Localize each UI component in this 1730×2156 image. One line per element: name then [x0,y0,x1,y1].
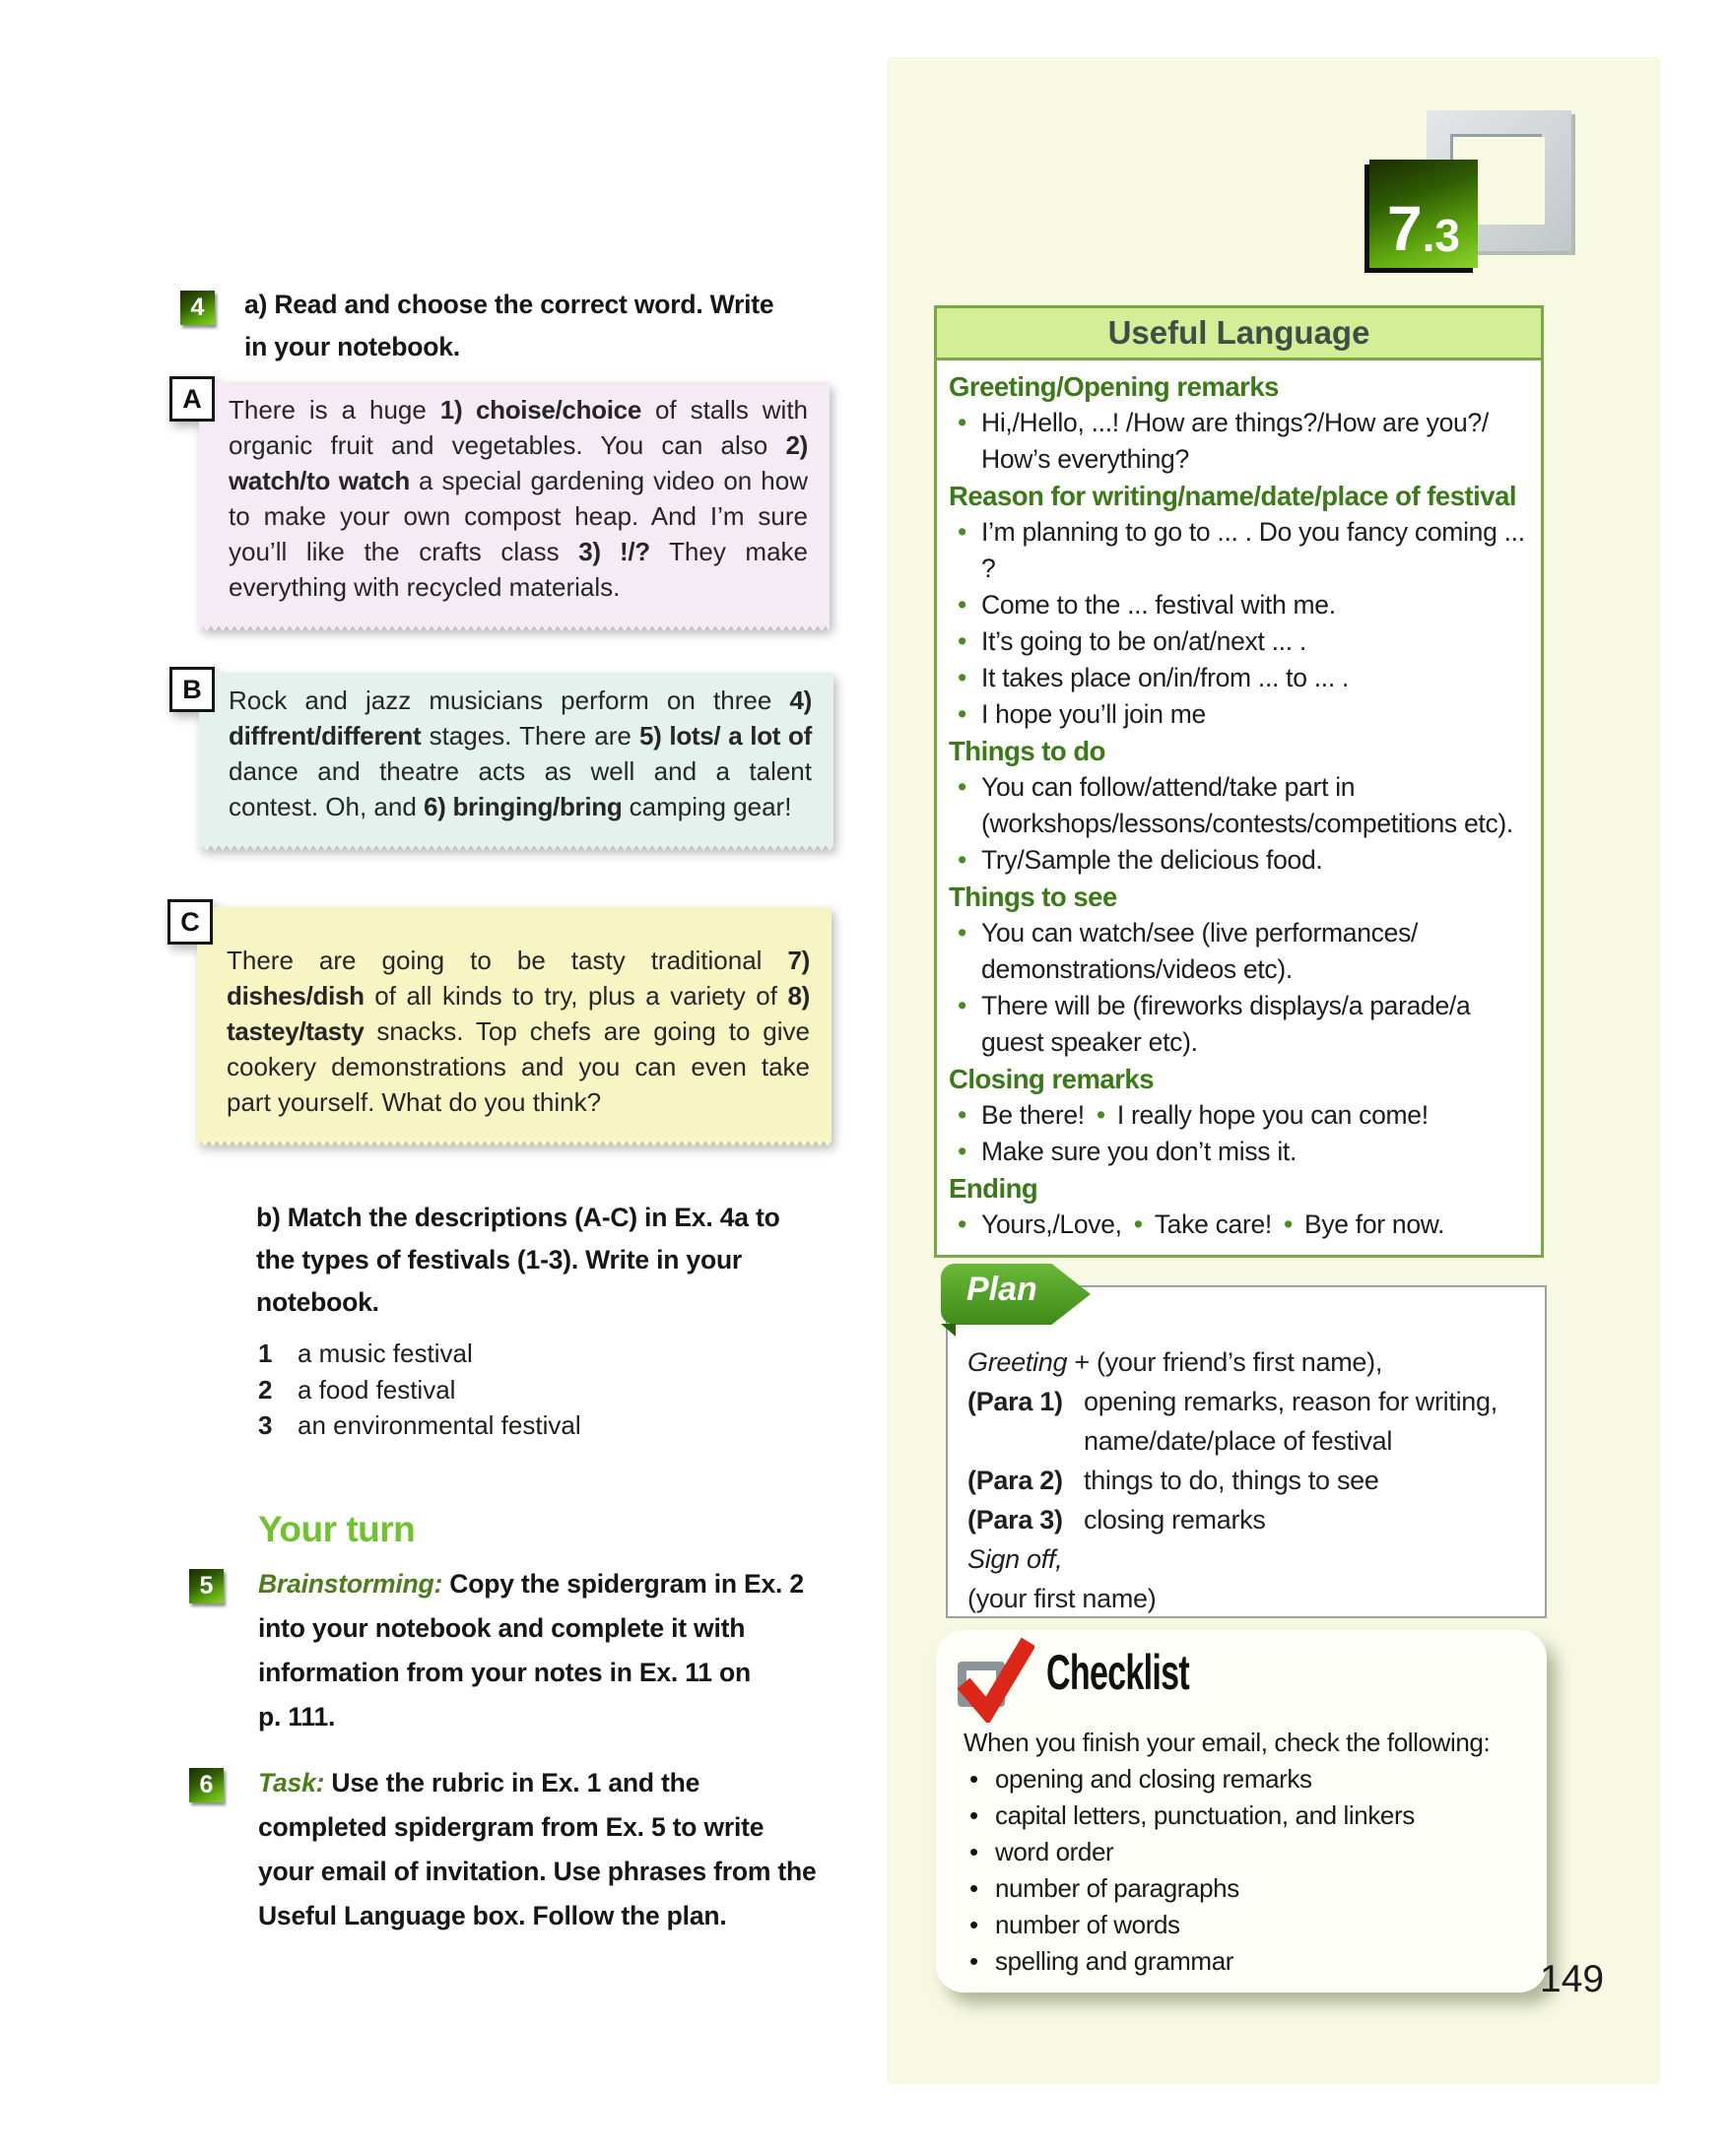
box-label-b: B [169,667,215,712]
checklist-intro: When you finish your email, check the following: [964,1728,1491,1757]
plan-row [967,1342,1531,1382]
unit-number-major: 7 [1387,193,1423,265]
plan-row-label: Greeting [967,1347,1068,1377]
plan-tag [941,1264,1091,1325]
instruction-line: Brainstorming: Copy the spidergram in Ex. 2 [258,1569,804,1599]
checklist-items [964,1761,1531,1980]
instruction-line: completed spidergram from Ex. 5 to write [258,1812,765,1842]
exercise-4a-instruction [244,284,773,368]
plan-row [967,1382,1531,1461]
useful-language-section-heading: Reason for writing/name/date/place of festival [949,481,1517,511]
instruction-line: Task: Use the rubric in Ex. 1 and the [258,1768,700,1797]
festival-type-row [258,1372,581,1408]
plan-row-label: (Para 2) [967,1466,1063,1495]
useful-language-section-heading: Greeting/Opening remarks [949,371,1279,402]
useful-language-item: • There will be (fireworks displays/a parade/a guest speaker etc). [949,988,1531,1061]
unit-number-minor: .3 [1422,210,1460,261]
plan-row-text: closing remarks [1084,1505,1266,1535]
box-b-text: Rock and jazz musicians perform on three 4) diffrent/different stages. There are 5) lots/ a lot of dance and theatre acts as well and a talent contest. Oh, and 6) bringing/bring camping gear! [229,686,812,821]
plan-row [967,1500,1531,1539]
red-checkmark-icon [956,1634,1034,1723]
useful-language-item: • It takes place on/in/from ... to ... . [949,660,1531,696]
instruction-line: your email of invitation. Use phrases from the [258,1857,817,1886]
useful-language-item: • Yours,/Love, • Take care! • Bye for now. [949,1207,1531,1243]
box-c-text: There are going to be tasty traditional 7) dishes/dish of all kinds to try, plus a variety of 8) tastey/tasty snacks. Top chefs are going to give cookery demonstrations and you can even take part yourself. What do you think? [227,946,810,1117]
page-number: 149 [1540,1958,1605,2000]
checklist-item: • capital letters, punctuation, and linkers [964,1797,1531,1834]
festival-type-number: 3 [258,1410,273,1440]
useful-language-item: • Come to the ... festival with me. [949,587,1531,623]
useful-language-section-heading: Closing remarks [949,1064,1155,1094]
festival-type-label: a music festival [298,1339,473,1368]
description-box-a [182,382,830,621]
checklist-item: • number of paragraphs [964,1870,1531,1907]
checkbox-check-icon [956,1638,1034,1725]
plan-tag-label: Plan [966,1271,1037,1308]
instruction-line: b) Match the descriptions (A-C) in Ex. 4a to [256,1203,780,1232]
inline-bullet: • [1284,1209,1293,1239]
instruction-line: into your notebook and complete it with [258,1613,746,1643]
instruction-line: p. 111. [258,1702,336,1731]
useful-language-item: • Make sure you don’t miss it. [949,1134,1531,1170]
useful-language-item: • You can watch/see (live performances/ demonstrations/videos etc). [949,915,1531,988]
useful-language-body [937,360,1541,1255]
checklist-card [936,1630,1547,1993]
plan-tag-fold [941,1324,956,1337]
festival-types-list [258,1336,581,1444]
plan-row-label: Sign off, [967,1544,1063,1574]
right-panel [887,57,1661,2084]
exercise-5-badge: 5 [189,1569,224,1603]
checklist-title: Checklist [1046,1645,1190,1700]
exercise-4b-instruction [256,1197,780,1324]
festival-type-row [258,1407,581,1444]
plan-row-label: (Para 1) [967,1387,1063,1416]
exercise-6-instruction [258,1761,817,1938]
useful-language-item: • Hi,/Hello, ...! /How are things?/How are you?/ How’s everything? [949,405,1531,478]
task-lead-label: Task: [258,1768,325,1797]
festival-type-row [258,1336,581,1372]
plan-row-label: (Para 3) [967,1505,1063,1535]
useful-language-section-heading: Things to see [949,882,1117,912]
useful-language-box [934,305,1544,1258]
useful-language-item: • You can follow/attend/take part in (workshops/lessons/contests/competitions etc). [949,769,1531,842]
exercise-5-instruction [258,1562,804,1739]
checklist-item: • word order [964,1834,1531,1870]
plan-row [967,1579,1531,1618]
useful-language-title: Useful Language [937,308,1541,360]
description-box-b [182,673,833,840]
box-label-c: C [167,899,213,945]
festival-type-label: an environmental festival [298,1410,581,1440]
inline-bullet: • [1096,1100,1105,1130]
description-box-c [180,907,832,1136]
box-label-a: A [169,376,215,422]
instruction-line: Useful Language box. Follow the plan. [258,1901,727,1930]
box-a-text: There is a huge 1) choise/choice of stalls with organic fruit and vegetables. You can also 2) watch/to watch a special gardening video on how to make your own compost heap. And I’m sure you’ll like the crafts class 3) !/? They make everything with recycled materials. [229,395,809,602]
plan-box [946,1285,1547,1618]
instruction-line: the types of festivals (1-3). Write in your [256,1245,743,1274]
festival-type-number: 1 [258,1339,273,1368]
instruction-line: a) Read and choose the correct word. Write [244,290,774,319]
instruction-line: notebook. [256,1287,379,1317]
checklist-item: • spelling and grammar [964,1943,1531,1980]
useful-language-section-heading: Things to do [949,736,1105,766]
useful-language-item: • It’s going to be on/at/next ... . [949,623,1531,660]
festival-type-label: a food festival [298,1374,456,1405]
checklist-item: • number of words [964,1907,1531,1943]
plan-row [967,1539,1531,1579]
unit-badge [1369,160,1478,268]
useful-language-item: • I hope you’ll join me [949,696,1531,733]
plan-row-label: (your first name) [967,1584,1157,1613]
task-lead-label: Brainstorming: [258,1569,443,1599]
instruction-line: information from your notes in Ex. 11 on [258,1658,751,1687]
exercise-4-badge: 4 [180,291,215,325]
useful-language-section-heading: Ending [949,1173,1038,1204]
checklist-body [964,1725,1531,1980]
instruction-line: in your notebook. [244,332,460,361]
plan-row-text: + (your friend’s first name), [1067,1347,1383,1377]
checklist-item: • opening and closing remarks [964,1761,1531,1797]
plan-row-text: opening remarks, reason for writing, name/date/place of festival [1084,1387,1497,1456]
exercise-6-badge: 6 [189,1768,224,1802]
plan-row-text: things to do, things to see [1084,1466,1379,1495]
useful-language-item: • Be there! • I really hope you can come! [949,1097,1531,1134]
useful-language-item: • Try/Sample the delicious food. [949,842,1531,879]
useful-language-item: • I’m planning to go to ... . Do you fancy coming ... ? [949,514,1531,587]
inline-bullet: • [1133,1209,1143,1239]
your-turn-heading: Your turn [258,1509,416,1549]
plan-row [967,1461,1531,1500]
festival-type-number: 2 [258,1374,273,1405]
